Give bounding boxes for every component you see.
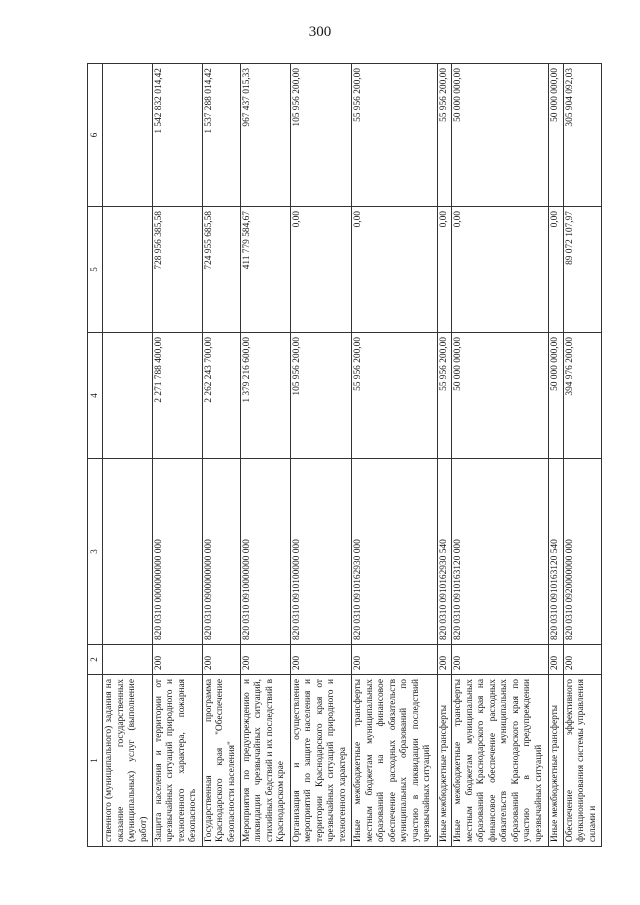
row-name-cell: Иные межбюджетные трансферты [549,675,564,847]
row-code-cell: 200 [563,645,601,675]
rotated-table-container [87,64,602,847]
row-name-cell: ственного (муниципального) задания на оказание государственных (муниципальных) услуг (выполнение работ) [103,675,153,847]
table-row [452,64,549,847]
row-classification-cell: 820 0310 0910162930 000 [352,459,437,645]
row-approved-cell: 105 956 200,00 [290,333,352,459]
row-classification-cell: 820 0310 0910000000 000 [240,459,290,645]
row-classification-cell: 820 0310 0910162930 540 [437,459,452,645]
row-executed-cell: 0,00 [437,207,452,333]
row-remainder-cell: 305 904 092,03 [563,64,601,207]
page-number: 300 [308,24,332,40]
budget-table [87,63,602,847]
header-cell: 5 [88,207,103,333]
row-classification-cell: 820 0310 0910100000 000 [290,459,352,645]
row-code-cell: 200 [352,645,437,675]
row-approved-cell: 55 956 200,00 [352,333,437,459]
row-executed-cell: 411 779 584,67 [240,207,290,333]
row-code-cell: 200 [152,645,202,675]
row-remainder-cell: 55 956 200,00 [437,64,452,207]
row-executed-cell: 0,00 [549,207,564,333]
table-row [352,64,437,847]
row-executed-cell: 0,00 [352,207,437,333]
row-approved-cell [103,333,153,459]
row-classification-cell [103,459,153,645]
row-name-cell: Иные межбюджетные трансферты местным бюджетам муниципальных образований Краснодарского края на финансовое обеспечение расходных обязательств муниципальных образований Краснодарского края по участию в предупреждении чрезвычайных ситуаций [452,675,549,847]
row-code-cell [103,645,153,675]
row-remainder-cell: 50 000 000,00 [452,64,549,207]
table-row [549,64,564,847]
header-cell: 4 [88,333,103,459]
row-code-cell: 200 [549,645,564,675]
table-row [103,64,153,847]
row-approved-cell: 2 271 788 400,00 [152,333,202,459]
row-executed-cell: 0,00 [452,207,549,333]
row-approved-cell: 50 000 000,00 [452,333,549,459]
row-approved-cell: 55 956 200,00 [437,333,452,459]
row-approved-cell: 50 000 000,00 [549,333,564,459]
row-name-cell: Защита населения и территории от чрезвычайных ситуаций природного и техногенного характера, пожарная безопасность [152,675,202,847]
row-remainder-cell: 55 956 200,00 [352,64,437,207]
row-name-cell: Государственная программа Краснодарского края "Обеспечение безопасности населения" [202,675,240,847]
header-row [88,64,103,847]
header-cell: 3 [88,459,103,645]
row-code-cell: 200 [240,645,290,675]
row-remainder-cell: 1 542 832 014,42 [152,64,202,207]
row-name-cell: Иные межбюджетные трансферты местным бюджетам муниципальных образований на финансовое обеспечение расходных обязательств муниципальных образований по участию в ликвидации последствий чрезвычайных ситуаций [352,675,437,847]
header-cell: 6 [88,64,103,207]
row-classification-cell: 820 0310 0910163120 540 [549,459,564,645]
row-classification-cell: 820 0310 0910163120 000 [452,459,549,645]
row-executed-cell: 89 072 107,97 [563,207,601,333]
row-remainder-cell: 50 000 000,00 [549,64,564,207]
header-cell: 2 [88,645,103,675]
row-executed-cell: 0,00 [290,207,352,333]
row-approved-cell: 1 379 216 600,00 [240,333,290,459]
row-code-cell: 200 [290,645,352,675]
row-executed-cell [103,207,153,333]
row-code-cell: 200 [437,645,452,675]
header-cell: 1 [88,675,103,847]
table-row [563,64,601,847]
table-row [202,64,240,847]
row-remainder-cell: 967 437 015,33 [240,64,290,207]
row-name-cell: Мероприятия по предупреждению и ликвидации чрезвычайных ситуаций, стихийных бедствий и их последствий в Краснодарском крае [240,675,290,847]
row-remainder-cell: 105 956 200,00 [290,64,352,207]
row-classification-cell: 820 0310 0920000000 000 [563,459,601,645]
table-row [240,64,290,847]
row-executed-cell: 728 956 385,58 [152,207,202,333]
row-code-cell: 200 [202,645,240,675]
row-classification-cell: 820 0310 0000000000 000 [152,459,202,645]
table-row [290,64,352,847]
table-row [437,64,452,847]
row-remainder-cell [103,64,153,207]
table-row [152,64,202,847]
row-code-cell: 200 [452,645,549,675]
row-approved-cell: 394 976 200,00 [563,333,601,459]
row-executed-cell: 724 955 685,58 [202,207,240,333]
row-name-cell: Обеспечение эффективного функционирования системы управления силами и [563,675,601,847]
row-remainder-cell: 1 537 288 014,42 [202,64,240,207]
row-name-cell: Иные межбюджетные трансферты [437,675,452,847]
row-name-cell: Организация и осуществление мероприятий по защите населения и территории Краснодарского края от чрезвычайных ситуаций природного и техногенного характера [290,675,352,847]
row-approved-cell: 2 262 243 700,00 [202,333,240,459]
row-classification-cell: 820 0310 0900000000 000 [202,459,240,645]
